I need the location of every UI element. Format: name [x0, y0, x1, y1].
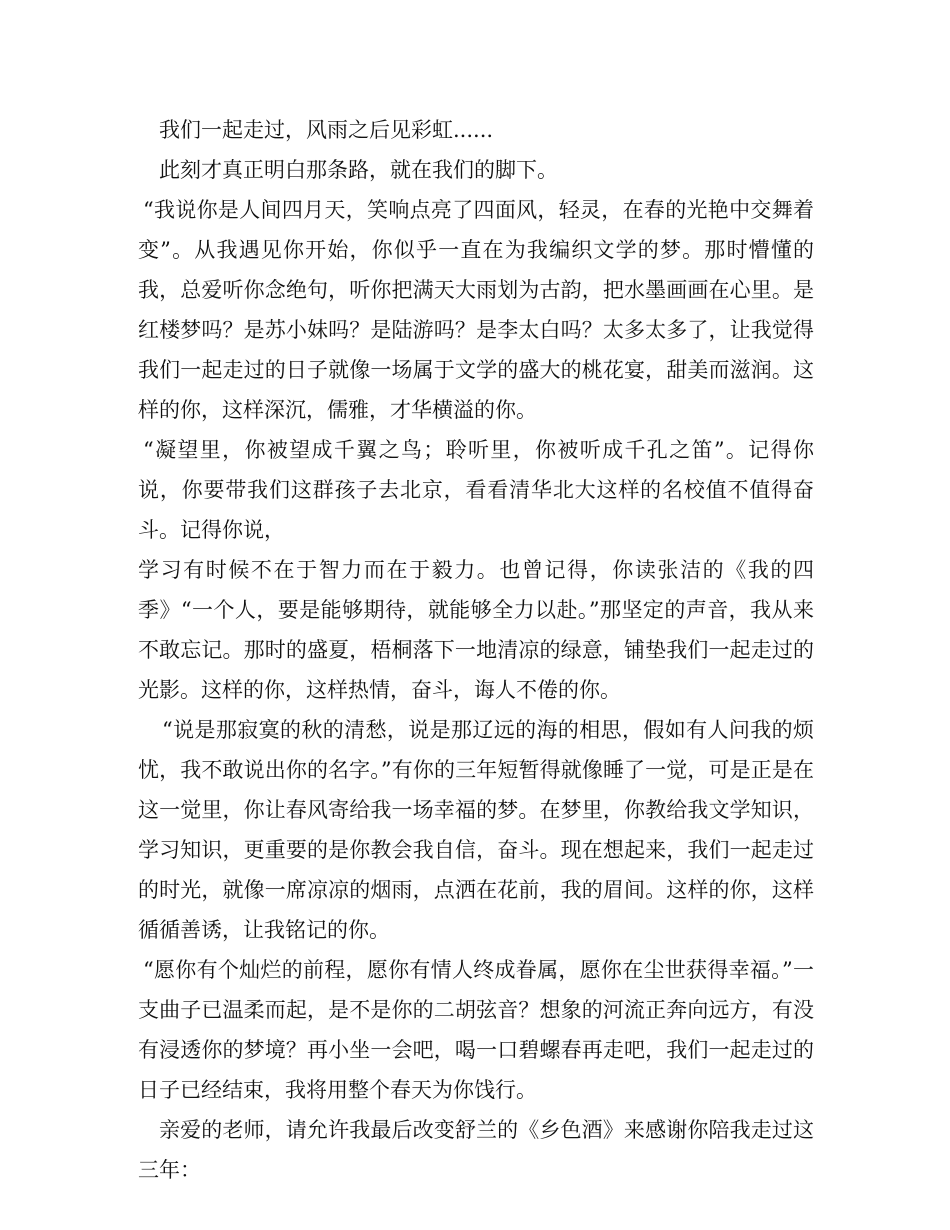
- paragraph-4: “凝望里，你被望成千翼之鸟；聆听里，你被听成千孔之笛”。记得你说，你要带我们这群孩子去北京，看看清华北大这样的名校值不值得奋斗。记得你说，: [138, 438, 814, 542]
- paragraph-6: “说是那寂寞的秋的清愁，说是那辽远的海的相思，假如有人问我的烦忧，我不敢说出你的名字。”有你的三年短暂得就像睡了一觉，可是正是在这一觉里，你让春风寄给我一场幸福的梦。在梦里，你教给我文学知识，学习知识，更重要的是你教会我自信，奋斗。现在想起来，我们一起走过的时光，就像一席凉凉的烟雨，点洒在花前，我的眉间。这样的你，这样循循善诱，让我铭记的你。: [138, 718, 814, 942]
- paragraph-7: “愿你有个灿烂的前程，愿你有情人终成眷属，愿你在尘世获得幸福。”一支曲子已温柔而起，是不是你的二胡弦音？想象的河流正奔向远方，有没有浸透你的梦境？再小坐一会吧，喝一口碧螺春再走吧，我们一起走过的日子已经结束，我将用整个春天为你饯行。: [138, 958, 814, 1102]
- paragraph-8: 亲爱的老师，请允许我最后改变舒兰的《乡色酒》来感谢你陪我走过这三年：: [138, 1118, 814, 1182]
- paragraph-1: 我们一起走过，风雨之后见彩虹......: [159, 118, 494, 142]
- paragraph-5: 学习有时候不在于智力而在于毅力。也曾记得，你读张洁的《我的四季》“一个人，要是能够期待，就能够全力以赴。”那坚定的声音，我从来不敢忘记。那时的盛夏，梧桐落下一地清凉的绿意，铺垫我们一起走过的光影。这样的你，这样热情，奋斗，诲人不倦的你。: [138, 558, 814, 702]
- document-body: [138, 110, 814, 1190]
- paragraph-2: 此刻才真正明白那条路，就在我们的脚下。: [159, 158, 558, 182]
- paragraph-3: “我说你是人间四月天，笑响点亮了四面风，轻灵，在春的光艳中交舞着变”。从我遇见你开始，你似乎一直在为我编织文学的梦。那时懵懂的我，总爱听你念绝句，听你把满天大雨划为古韵，把水墨画画在心里。是红楼梦吗？是苏小妹吗？是陆游吗？是李太白吗？太多太多了，让我觉得我们一起走过的日子就像一场属于文学的盛大的桃花宴，甜美而滋润。这样的你，这样深沉，儒雅，才华横溢的你。: [138, 198, 814, 422]
